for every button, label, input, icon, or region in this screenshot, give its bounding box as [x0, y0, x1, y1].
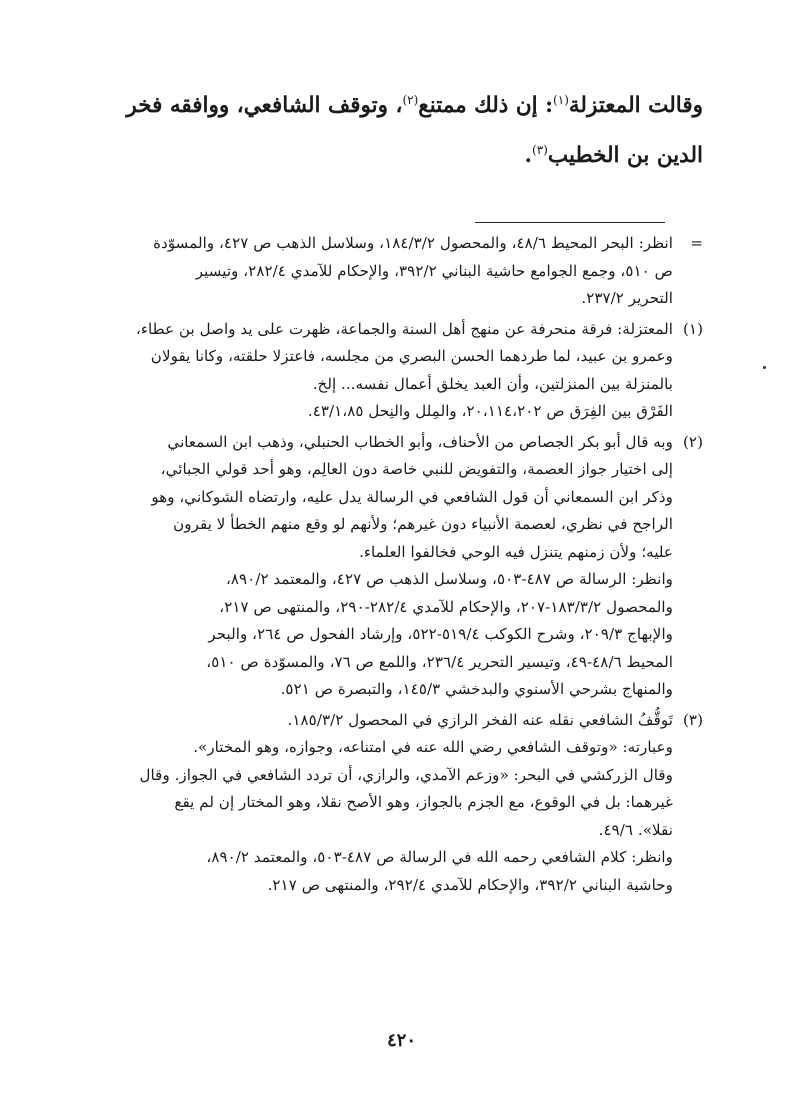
footnote-line: وقال الزركشي في البحر: «وزعم الآمدي، والرازي، أن تردد الشافعي في الجواز. وقال	[139, 765, 673, 784]
footnote-line: تَوقُّفُ الشافعي نقله عنه الفخر الرازي في المحصول ١٨٥/٣/٢.	[287, 710, 673, 729]
footnote-ref-3[interactable]: (٣)	[532, 143, 548, 158]
footnote-line: غيرهما: بل في الوقوع، مع الجزم بالجواز، وهو الأصح نقلا، وهو المختار إن لم يقع	[174, 793, 673, 811]
footnote-line: وانظر: كلام الشافعي رحمه الله في الرسالة ص ٤٨٧-٥٠٣، والمعتمد ٨٩٠/٢،	[206, 848, 673, 866]
footnote-continuation	[105, 230, 703, 313]
footnote-line: الراجح في نظري، لعصمة الأنبياء دون غيرهم؛ ولأنهم لو وقع منهم الخطأ لا يقرون	[173, 515, 673, 533]
footnote-number: (٢)	[682, 432, 703, 451]
footnote-line: وحاشية البناني ٣٩٢/٢، والإحكام للآمدي ٢٩٢/٤، والمنتهى ص ٢١٧.	[267, 875, 673, 894]
main-text-segment: ، وتوقف الشافعي، ووافقه فخر	[126, 93, 403, 119]
footnote-line: وعبارته: «وتوقف الشافعي رضي الله عنه في امتناعه، وجوازه، وهو المختار».	[193, 738, 673, 756]
footnote-line: وانظر: الرسالة ص ٤٨٧-٥٠٣، وسلاسل الذهب ص ٤٢٧، والمعتمد ٨٩٠/٢،	[225, 570, 673, 588]
footnote-line: والإبهاج ٢٠٩/٣، وشرح الكوكب ٥١٩/٤-٥٢٢، وإرشاد الفحول ص ٢٦٤، والبحر	[208, 625, 673, 643]
footnote-line: ص ٥١٠، وجمع الجوامع حاشية البناني ٣٩٢/٢، والإحكام للآمدي ٢٨٢/٤، وتيسير	[195, 261, 673, 280]
page-number: ٤٢٠	[386, 1030, 416, 1051]
footnote-line: وعمرو بن عبيد، لما طردهما الحسن البصري من مجلسه، فاعتزلا حلقته، وكانا يقولان	[150, 347, 673, 365]
footnote-number: (٣)	[682, 710, 703, 729]
footnote-line: المعتزلة: فرقة منحرفة عن منهج أهل السنة والجماعة، ظهرت على يد واصل بن عطاء،	[135, 319, 673, 338]
footnote-number: (١)	[682, 319, 703, 338]
main-text-segment: : إن ذلك ممتنع	[418, 93, 554, 119]
footnote-line: انظر: البحر المحيط ٤٨/٦، والمحصول ١٨٤/٣/٢، وسلاسل الذهب ص ٤٢٧، والمسوّدة	[153, 234, 673, 252]
continuation-marker: =	[690, 234, 703, 252]
footnote-line: الفَرْق بين الفِرَق ص ٢٠،١١٤،٢٠٢، والمِلل والنِحل ٤٣/١،٨٥.	[307, 402, 673, 420]
main-paragraph	[103, 78, 703, 178]
footnote-ref-1[interactable]: (١)	[553, 93, 569, 107]
footnotes	[105, 230, 703, 902]
footnote-line: وبه قال أبو بكر الجصاص من الأحناف، وأبو الخطاب الحنبلي، وذهب ابن السمعاني	[167, 432, 673, 451]
main-text-segment: وقالت المعتزلة	[568, 93, 703, 119]
footnote-line: بالمنزلة بين المنزلتين، وأن العبد يخلق أعمال نفسه... إلخ.	[312, 374, 673, 393]
footnote-line: والمنهاج بشرحي الأسنوي والبدخشي ١٤٥/٣، والتبصرة ص ٥٢١.	[280, 680, 673, 698]
scan-speck	[763, 366, 766, 369]
footnote-ref-2[interactable]: (٢)	[402, 93, 419, 107]
footnote-2	[105, 429, 703, 704]
main-text-segment: .	[524, 143, 533, 169]
footnote-line: والمحصول ١٨٣/٣/٢-٢٠٧، والإحكام للآمدي ٢٨٢/٤-٢٩٠، والمنتهى ص ٢١٧،	[219, 597, 673, 616]
footnote-3	[105, 707, 703, 900]
footnote-line: المحيط ٤٨/٦-٤٩، وتيسير التحرير ٢٣٦/٤، واللمع ص ٧٦، والمسوّدة ص ٥١٠،	[206, 652, 673, 671]
footnote-1	[105, 316, 703, 426]
main-text-segment: الدين بن الخطيب	[547, 143, 703, 169]
footnote-line: إلى اختيار جواز العصمة، والتفويض للنبي خاصة دون العالِم، وهو أحد قولي الجبائي،	[160, 460, 673, 478]
footnote-line: التحرير ٢٣٧/٢.	[581, 289, 673, 307]
footnote-separator	[475, 222, 665, 223]
footnote-line: نقلا». ٤٩/٦.	[598, 820, 673, 839]
footnote-line: وذكر ابن السمعاني أن قول الشافعي في الرسالة يدل عليه، وارتضاه الشوكاني، وهو	[151, 487, 673, 506]
footnote-line: عليه؛ ولأن زمنهم يتنزل فيه الوحي فخالفوا العلماء.	[359, 542, 673, 561]
